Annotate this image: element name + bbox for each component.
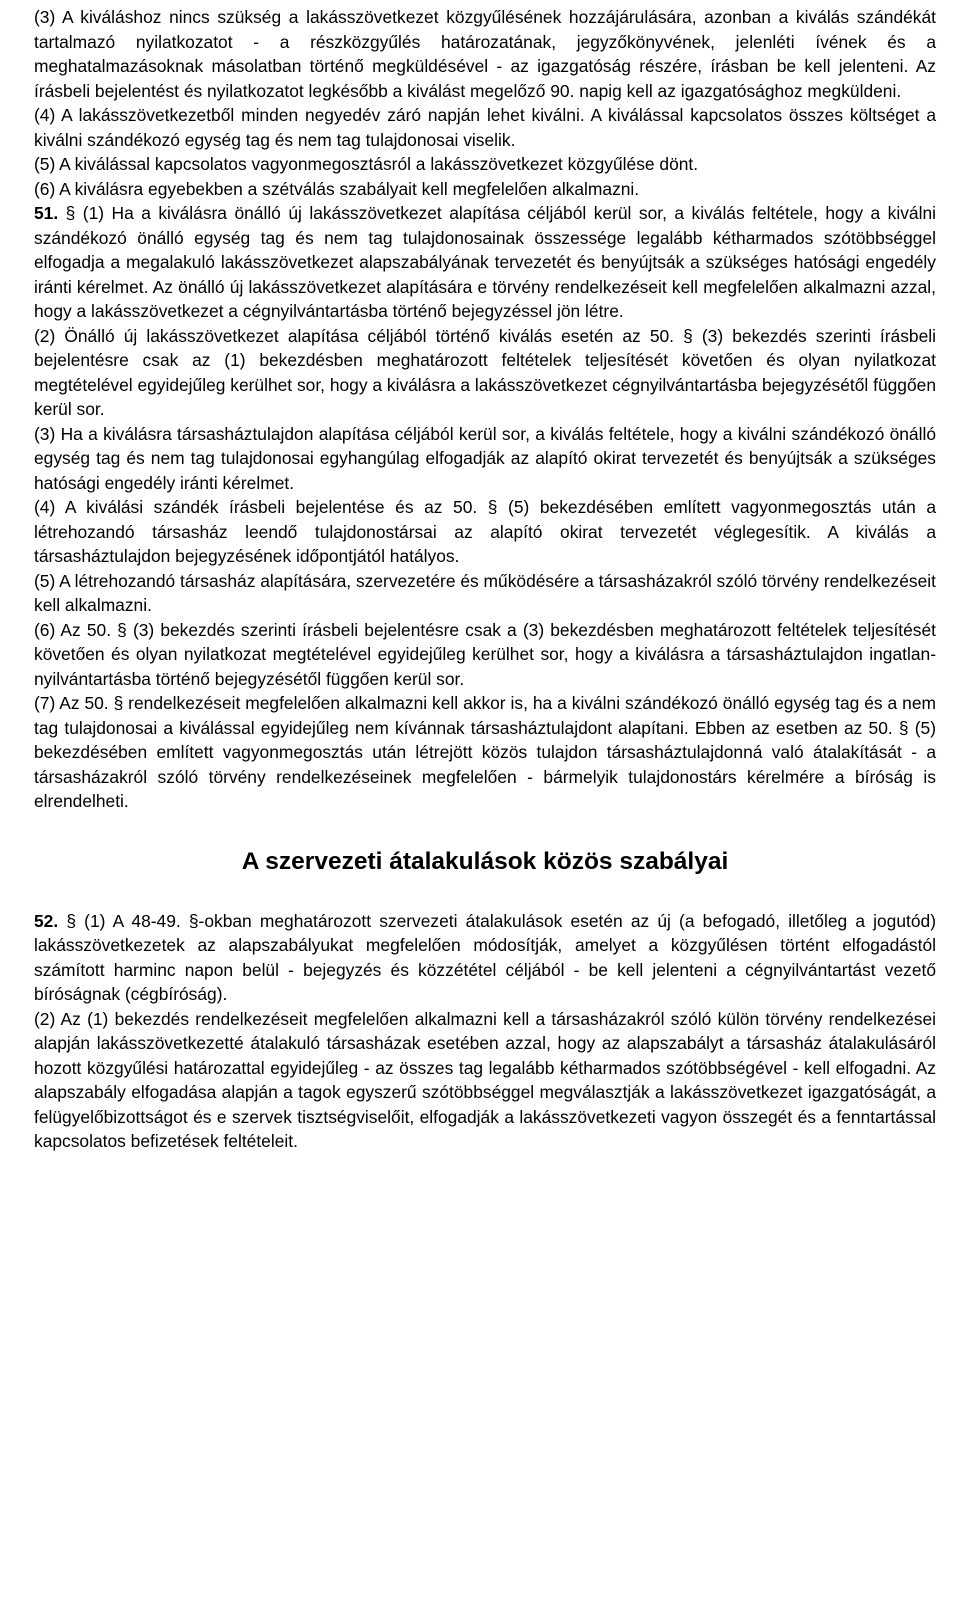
paragraph [34, 691, 936, 814]
paragraph-text: (2) Az (1) bekezdés rendelkezéseit megfelelően alkalmazni kell a társasházakról szóló külön törvény rendelkezései alapján lakásszövetkezetté átalakuló társasházak esetében azzal, hogy az alapszabályt a társasház átalakulásáról hozott közgyűlési határozattal egyidejűleg - az összes tag legalább kétharmados szótöbbségével - kell elfogadni. Az alapszabály elfogadása alapján a tagok egyszerű szótöbbséggel megválasztják a lakásszövetkezet igazgatóságát, a felügyelőbizottságot és e szervek tisztségviselőit, elfogadják a lakásszövetkezeti vagyon összegét és a fenntartással kapcsolatos befizetések feltételeit. [34, 1008, 936, 1151]
paragraph-text: (4) A kiválási szándék írásbeli bejelentése és az 50. § (5) bekezdésében említett vagyonmegosztás után a létrehozandó társasház leendő tulajdonostársai az alapító okirat tervezetét véglegesítik. A kiválás a társasháztulajdon bejegyzésének időpontjától hatályos. [34, 497, 936, 566]
paragraph [34, 618, 936, 692]
paragraph-text: (3) Ha a kiválásra társasháztulajdon alapítása céljából kerül sor, a kiválás feltétele, hogy a kiválni szándékozó önálló egység tag és nem tag tulajdonosai egyhangúlag elfogadják az alapító okirat tervezetét és benyújtsák a szükséges hatósági engedély iránti kérelmet. [34, 423, 936, 493]
paragraph [34, 1007, 936, 1154]
paragraph-text: (6) Az 50. § (3) bekezdés szerinti írásbeli bejelentésre csak a (3) bekezdésben meghatározott feltételek teljesítését követően és olyan nyilatkozat megtételével egyidejűleg kerülhet sor, hogy a kiválásra a társasháztulajdon ingatlan-nyilvántartásba történő bejegyzésétől függően kerül sor. [34, 619, 936, 689]
section-before-heading [34, 5, 936, 814]
section-number: 52. [34, 910, 59, 931]
paragraph [34, 103, 936, 152]
section-after-heading [34, 909, 936, 1154]
paragraph [34, 324, 936, 422]
paragraph-text: (6) A kiválásra egyebekben a szétválás szabályait kell megfelelően alkalmazni. [34, 178, 640, 199]
paragraph [34, 177, 936, 202]
paragraph-text: § (1) Ha a kiválásra önálló új lakásszövetkezet alapítása céljából kerül sor, a kiválás feltétele, hogy a kiválni szándékozó önálló egység tag és nem tag tulajdonosainak összessége legalább kétharmados szótöbbséggel elfogadja a megalakuló lakásszövetkezet alapszabályának tervezetét és benyújtsák a szükséges hatósági engedély iránti kérelmet. Az önálló új lakásszövetkezet alapítására e törvény rendelkezéseit kell megfelelően alkalmazni azzal, hogy a lakásszövetkezet a cégnyilvántartásba történő bejegyzéssel jön létre. [34, 203, 936, 321]
paragraph [34, 569, 936, 618]
section-heading: A szervezeti átalakulások közös szabályai [241, 847, 729, 875]
paragraph-text: § (1) A 48-49. §-okban meghatározott szervezeti átalakulások esetén az új (a befogadó, illetőleg a jogutód) lakásszövetkezetek az alapszabályukat megfelelően módosítják, amelyet a közgyűlésen történt elfogadástól számított harminc napon belül - bejegyzés és közzététel céljából - be kell jelenteni a cégnyilvántartást vezető bíróságnak (cégbíróság). [34, 910, 936, 1004]
paragraph [34, 152, 936, 177]
paragraph-text: (5) A kiválással kapcsolatos vagyonmegosztásról a lakásszövetkezet közgyűlése dönt. [34, 154, 699, 174]
section-number: 51. [34, 203, 59, 223]
paragraph-text: (3) A kiváláshoz nincs szükség a lakásszövetkezet közgyűlésének hozzájárulására, azonban a kiválás szándékát tartalmazó nyilatkozatot - a részközgyűlés határozatának, jegyzőkönyvének, jelenléti ívének és a meghatalmazásoknak másolatban történő megküldésével - az igazgatóság részére, írásban be kell jelenteni. Az írásbeli bejelentést és nyilatkozatot legkésőbb a kiválást megelőző 90. napig kell az igazgatósághoz megküldeni. [34, 7, 936, 101]
paragraph-text: (5) A létrehozandó társasház alapítására, szervezetére és működésére a társasházakról szóló törvény rendelkezéseit kell alkalmazni. [34, 570, 936, 615]
paragraph [34, 495, 936, 569]
paragraph [34, 909, 936, 1007]
paragraph-text: (7) Az 50. § rendelkezéseit megfelelően alkalmazni kell akkor is, ha a kiválni szándékozó önálló egység tag és a nem tag tulajdonosai a kiválással egyidejűleg nem kívánnak társasháztulajdont alapítani. Ebben az esetben az 50. § (5) bekezdésében említett vagyonmegosztás után létrejött közös tulajdon társasháztulajdonná való átalakítását - a társasházakról szóló törvény rendelkezéseinek megfelelően - bármelyik tulajdonostárs kérelmére a bíróság is elrendelheti. [34, 693, 936, 811]
paragraph-text: (2) Önálló új lakásszövetkezet alapítása céljából történő kiválás esetén az 50. § (3) bekezdés szerinti írásbeli bejelentésre csak az (1) bekezdésben meghatározott feltételek teljesítését követően és olyan nyilatkozat megtételével egyidejűleg kerülhet sor, hogy a kiválásra a lakásszövetkezet cégnyilvántartásba bejegyzésétől függően kerül sor. [34, 325, 936, 419]
paragraph-text: (4) A lakásszövetkezetből minden negyedév záró napján lehet kiválni. A kiválással kapcsolatos összes költséget a kiválni szándékozó egység tag és nem tag tulajdonosai viselik. [34, 105, 936, 150]
paragraph [34, 201, 936, 324]
paragraph [34, 5, 936, 103]
paragraph [34, 422, 936, 496]
